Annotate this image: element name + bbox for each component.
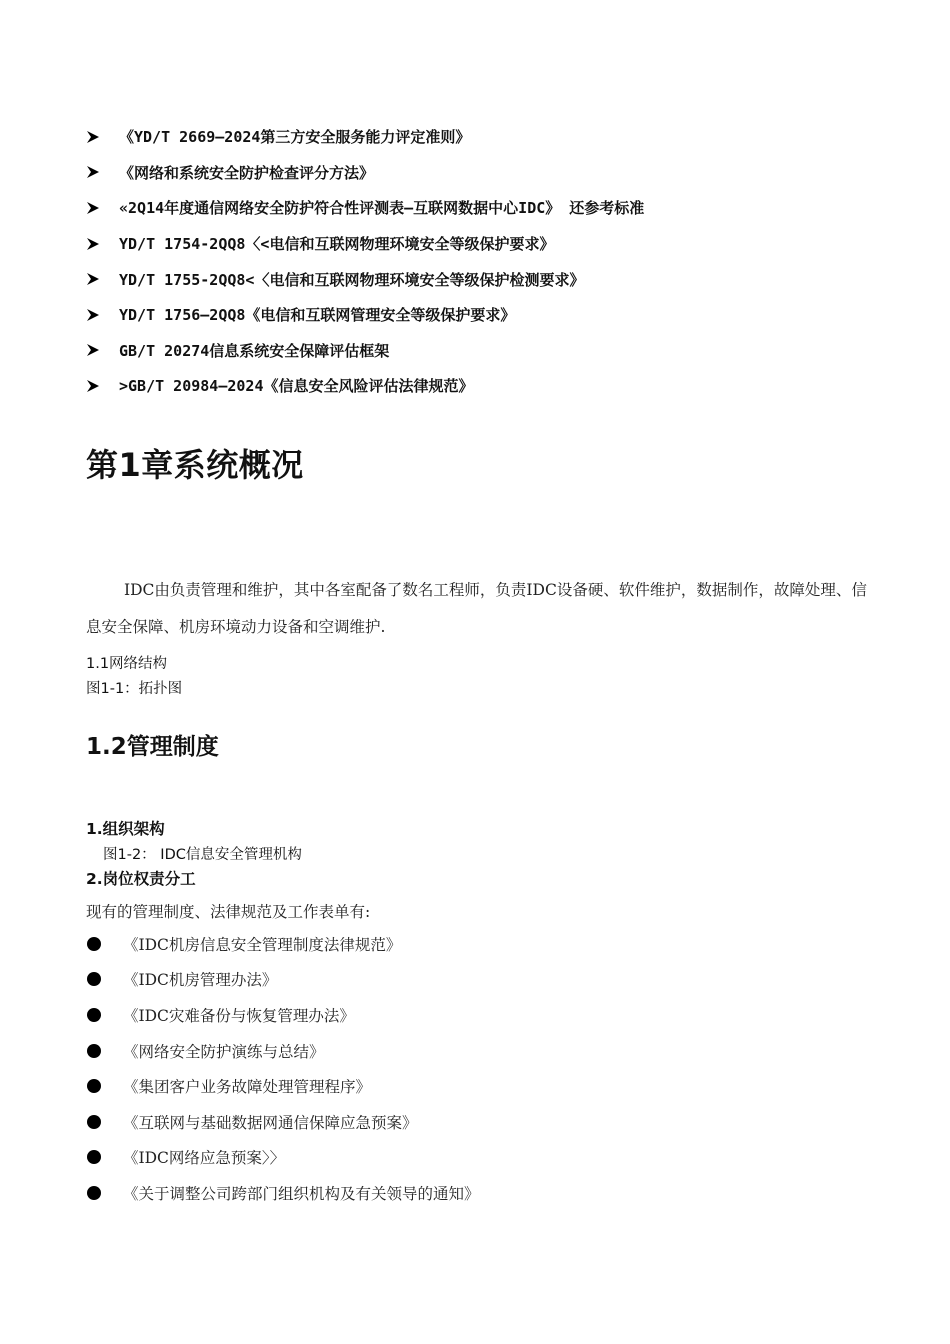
arrowhead-bullet-icon (86, 308, 119, 322)
figure-caption-topology: 图1-1：拓扑图 (86, 681, 183, 697)
standard-text: >GB/T 20984—2024《信息安全风险评估法律规范》 (119, 377, 474, 396)
chapter-title: 第1章系统概况 (86, 446, 304, 484)
regulation-text: 《互联网与基础数据网通信保障应急预案》 (123, 1113, 418, 1132)
list-item (86, 297, 644, 333)
list-item (86, 962, 480, 998)
arrowhead-bullet-icon (86, 201, 119, 215)
filled-circle-bullet-icon (87, 937, 101, 951)
arrowhead-bullet-icon (86, 237, 119, 251)
subheading-organization: 1.组织架构 (86, 820, 165, 838)
list-item (86, 1175, 480, 1211)
list-item (86, 155, 644, 191)
list-item (86, 261, 644, 297)
regulation-text: 《IDC机房信息安全管理制度法律规范》 (123, 935, 402, 954)
list-item (86, 190, 644, 226)
arrowhead-bullet-icon (86, 130, 119, 144)
list-item (86, 997, 480, 1033)
standard-text: YD/T 1755-2QQ8<〈电信和互联网物理环境安全等级保护检测要求》 (119, 270, 585, 289)
overview-paragraph: IDC由负责管理和维护，其中各室配备了数名工程师，负责IDC设备硬、软件维护，数据制作，故障处理、信息安全保障、机房环境动力设备和空调维护. (86, 581, 867, 636)
regulation-text: 《关于调整公司跨部门组织机构及有关领导的通知》 (123, 1184, 480, 1203)
standard-text: YD/T 1756—2QQ8《电信和互联网管理安全等级保护要求》 (119, 306, 516, 325)
section-heading-network: 1.1网络结构 (86, 656, 168, 672)
arrowhead-bullet-icon (86, 165, 119, 179)
regulation-text: 《IDC灾难备份与恢复管理办法》 (123, 1006, 355, 1025)
regulations-list (86, 926, 480, 1211)
filled-circle-bullet-icon (87, 1186, 101, 1200)
list-item (86, 119, 644, 155)
list-item (86, 333, 644, 369)
standard-text: GB/T 20274信息系统安全保障评估框架 (119, 341, 390, 360)
subheading-responsibilities: 2.岗位权责分工 (86, 870, 196, 888)
arrowhead-bullet-icon (86, 379, 119, 393)
regulations-intro: 现有的管理制度、法律规范及工作表单有: (86, 903, 371, 921)
filled-circle-bullet-icon (87, 1008, 101, 1022)
filled-circle-bullet-icon (87, 972, 101, 986)
arrowhead-bullet-icon (86, 343, 119, 357)
list-item (86, 368, 644, 404)
regulation-text: 《集团客户业务故障处理管理程序》 (123, 1078, 372, 1097)
filled-circle-bullet-icon (87, 1079, 101, 1093)
standard-text: YD/T 1754-2QQ8〈<电信和互联网物理环境安全等级保护要求》 (119, 235, 555, 254)
list-item (86, 1104, 480, 1140)
filled-circle-bullet-icon (87, 1044, 101, 1058)
list-item (86, 1068, 480, 1104)
list-item (86, 926, 480, 962)
regulation-text: 《网络安全防护演练与总结》 (123, 1042, 325, 1061)
regulation-text: 《IDC机房管理办法》 (123, 971, 278, 990)
standard-text: 《YD/T 2669—2024第三方安全服务能力评定准则》 (119, 128, 471, 147)
list-item (86, 1140, 480, 1176)
list-item (86, 226, 644, 262)
section-heading-management: 1.2管理制度 (86, 734, 219, 760)
figure-caption-org: 图1-2： IDC信息安全管理机构 (103, 847, 302, 863)
arrowhead-bullet-icon (86, 272, 119, 286)
regulation-text: 《IDC网络应急预案〉〉 (123, 1149, 286, 1168)
standard-text: 《网络和系统安全防护检查评分方法》 (119, 163, 375, 182)
standard-text: «2Q14年度通信网络安全防护符合性评测表—互联网数据中心IDC》 还参考标准 (119, 199, 645, 218)
filled-circle-bullet-icon (87, 1115, 101, 1129)
filled-circle-bullet-icon (87, 1150, 101, 1164)
standards-list (86, 119, 644, 404)
list-item (86, 1033, 480, 1069)
